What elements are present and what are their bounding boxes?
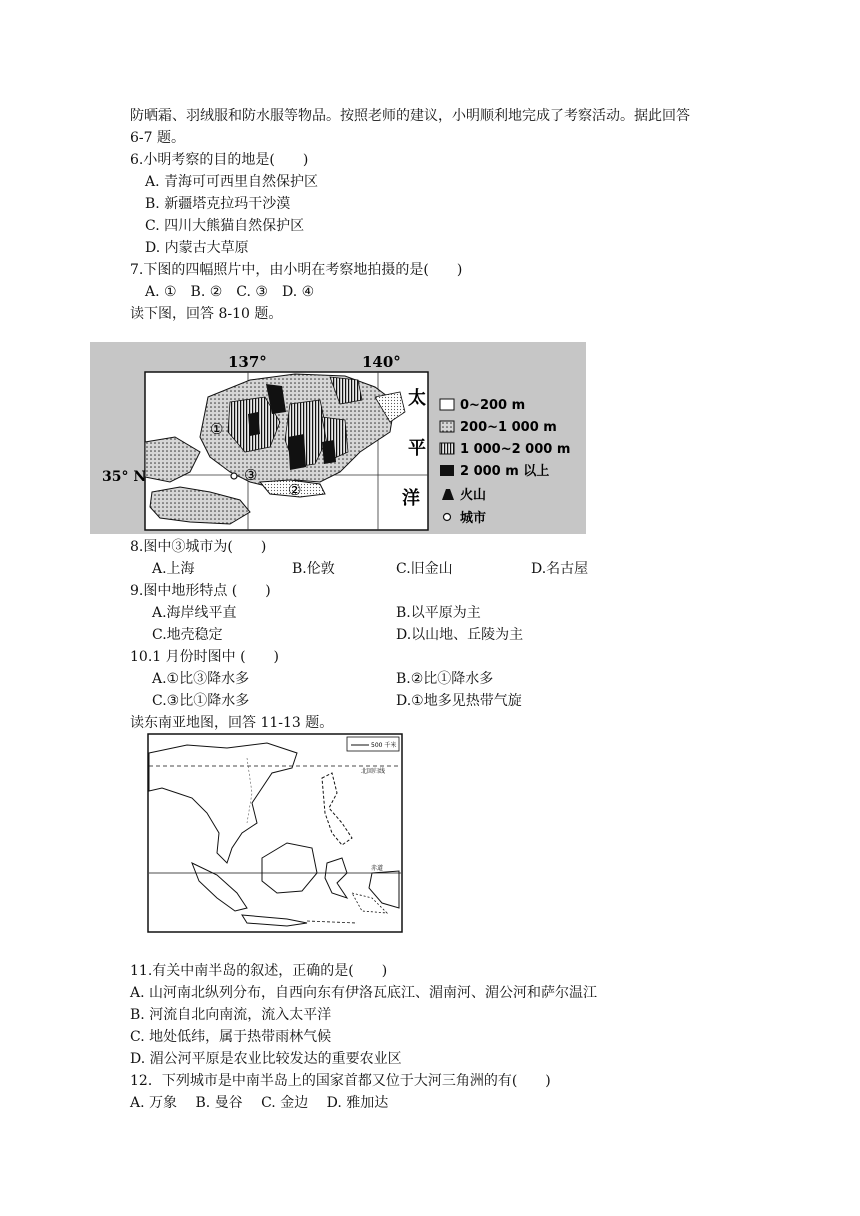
legend-label-1000-2000: 1 000~2 000 m bbox=[460, 442, 571, 457]
question-9-option-d: D.以山地、丘陵为主 bbox=[396, 627, 524, 643]
city-marker-3 bbox=[231, 473, 237, 479]
legend-label-volcano: 火山 bbox=[460, 488, 487, 503]
legend-swatch-2000-plus bbox=[440, 465, 454, 476]
read-instruction-1: 读下图，回答 8-10 题。 bbox=[130, 306, 283, 322]
question-8-stem: 8.图中③城市为( ) bbox=[130, 539, 267, 555]
map2-frame bbox=[148, 734, 402, 932]
japan-terrain-map bbox=[90, 342, 586, 534]
lon-label-137: 137° bbox=[228, 353, 267, 371]
legend-swatch-0-200 bbox=[440, 399, 454, 410]
question-11-option-d: D. 湄公河平原是农业比较发达的重要农业区 bbox=[130, 1051, 402, 1067]
marker-3: ③ bbox=[244, 466, 258, 484]
peak-3 bbox=[322, 440, 336, 464]
question-12-stem: 12．下列城市是中南半岛上的国家首都又位于大河三角洲的有( ) bbox=[130, 1073, 551, 1089]
question-6-option-c: C. 四川大熊猫自然保护区 bbox=[145, 218, 305, 234]
read-instruction-2: 读东南亚地图，回答 11-13 题。 bbox=[130, 715, 334, 731]
legend-label-200-1000: 200~1 000 m bbox=[460, 420, 557, 435]
question-9-option-c: C.地壳稳定 bbox=[152, 627, 223, 643]
marker-2: ② bbox=[288, 481, 302, 499]
legend-swatch-1000-2000 bbox=[440, 443, 454, 454]
lat-label-35n: 35° N bbox=[102, 469, 147, 485]
question-10-stem: 10.1 月份时图中 ( ) bbox=[130, 649, 279, 665]
city-icon bbox=[444, 514, 451, 521]
intro-line-2: 6-7 题。 bbox=[130, 130, 185, 146]
question-8-option-b: B.伦敦 bbox=[292, 561, 335, 577]
question-11-option-b: B. 河流自北向南流，流入太平洋 bbox=[130, 1007, 332, 1023]
question-6-option-b: B. 新疆塔克拉玛干沙漠 bbox=[145, 196, 291, 212]
question-6-stem: 6.小明考察的目的地是( ) bbox=[130, 152, 309, 168]
equator-label: 赤道 bbox=[371, 865, 384, 872]
ocean-label-ping: 平 bbox=[408, 438, 426, 459]
legend-label-city: 城市 bbox=[460, 511, 487, 526]
question-10-option-a: A.①比③降水多 bbox=[152, 671, 250, 687]
question-7-stem: 7.下图的四幅照片中，由小明在考察地拍摄的是( ) bbox=[130, 262, 463, 278]
marker-1: ① bbox=[210, 420, 224, 438]
question-6-option-a: A. 青海可可西里自然保护区 bbox=[145, 174, 319, 190]
lon-label-140: 140° bbox=[362, 353, 401, 371]
question-9-stem: 9.图中地形特点 ( ) bbox=[130, 583, 271, 599]
legend-swatch-200-1000 bbox=[440, 421, 454, 432]
question-10-option-c: C.③比①降水多 bbox=[152, 693, 250, 709]
question-11-option-c: C. 地处低纬，属于热带雨林气候 bbox=[130, 1029, 332, 1045]
southeast-asia-map bbox=[147, 733, 403, 933]
question-8-option-d: D.名古屋 bbox=[531, 561, 589, 577]
question-10-option-d: D.①地多见热带气旋 bbox=[396, 693, 522, 709]
peak-2 bbox=[288, 434, 306, 470]
question-11-stem: 11.有关中南半岛的叙述，正确的是( ) bbox=[130, 963, 388, 979]
question-6-option-d: D. 内蒙古大草原 bbox=[145, 240, 249, 256]
question-7-options: A. ① B. ② C. ③ D. ④ bbox=[145, 284, 315, 300]
question-9-option-b: B.以平原为主 bbox=[396, 605, 481, 621]
question-10-option-b: B.②比①降水多 bbox=[396, 671, 494, 687]
question-9-option-a: A.海岸线平直 bbox=[152, 605, 237, 621]
legend-label-0-200: 0~200 m bbox=[460, 398, 526, 413]
legend-label-2000-plus: 2 000 m 以上 bbox=[460, 464, 550, 479]
ocean-label-tai: 太 bbox=[408, 388, 426, 409]
question-8-option-a: A.上海 bbox=[152, 561, 195, 577]
question-12-options: A. 万象 B. 曼谷 C. 金边 D. 雅加达 bbox=[130, 1095, 389, 1111]
ocean-label-yang: 洋 bbox=[402, 488, 420, 509]
question-8-option-c: C.旧金山 bbox=[396, 561, 453, 577]
intro-line-1: 防晒霜、羽绒服和防水服等物品。按照老师的建议，小明顺利地完成了考察活动。据此回答 bbox=[130, 108, 690, 124]
peak-4 bbox=[248, 412, 260, 436]
scale-label: 500 千米 bbox=[371, 742, 397, 749]
question-11-option-a: A. 山河南北纵列分布，自西向东有伊洛瓦底江、湄南河、湄公河和萨尔温江 bbox=[130, 985, 598, 1001]
tropic-label: 北回归线 bbox=[361, 768, 386, 775]
